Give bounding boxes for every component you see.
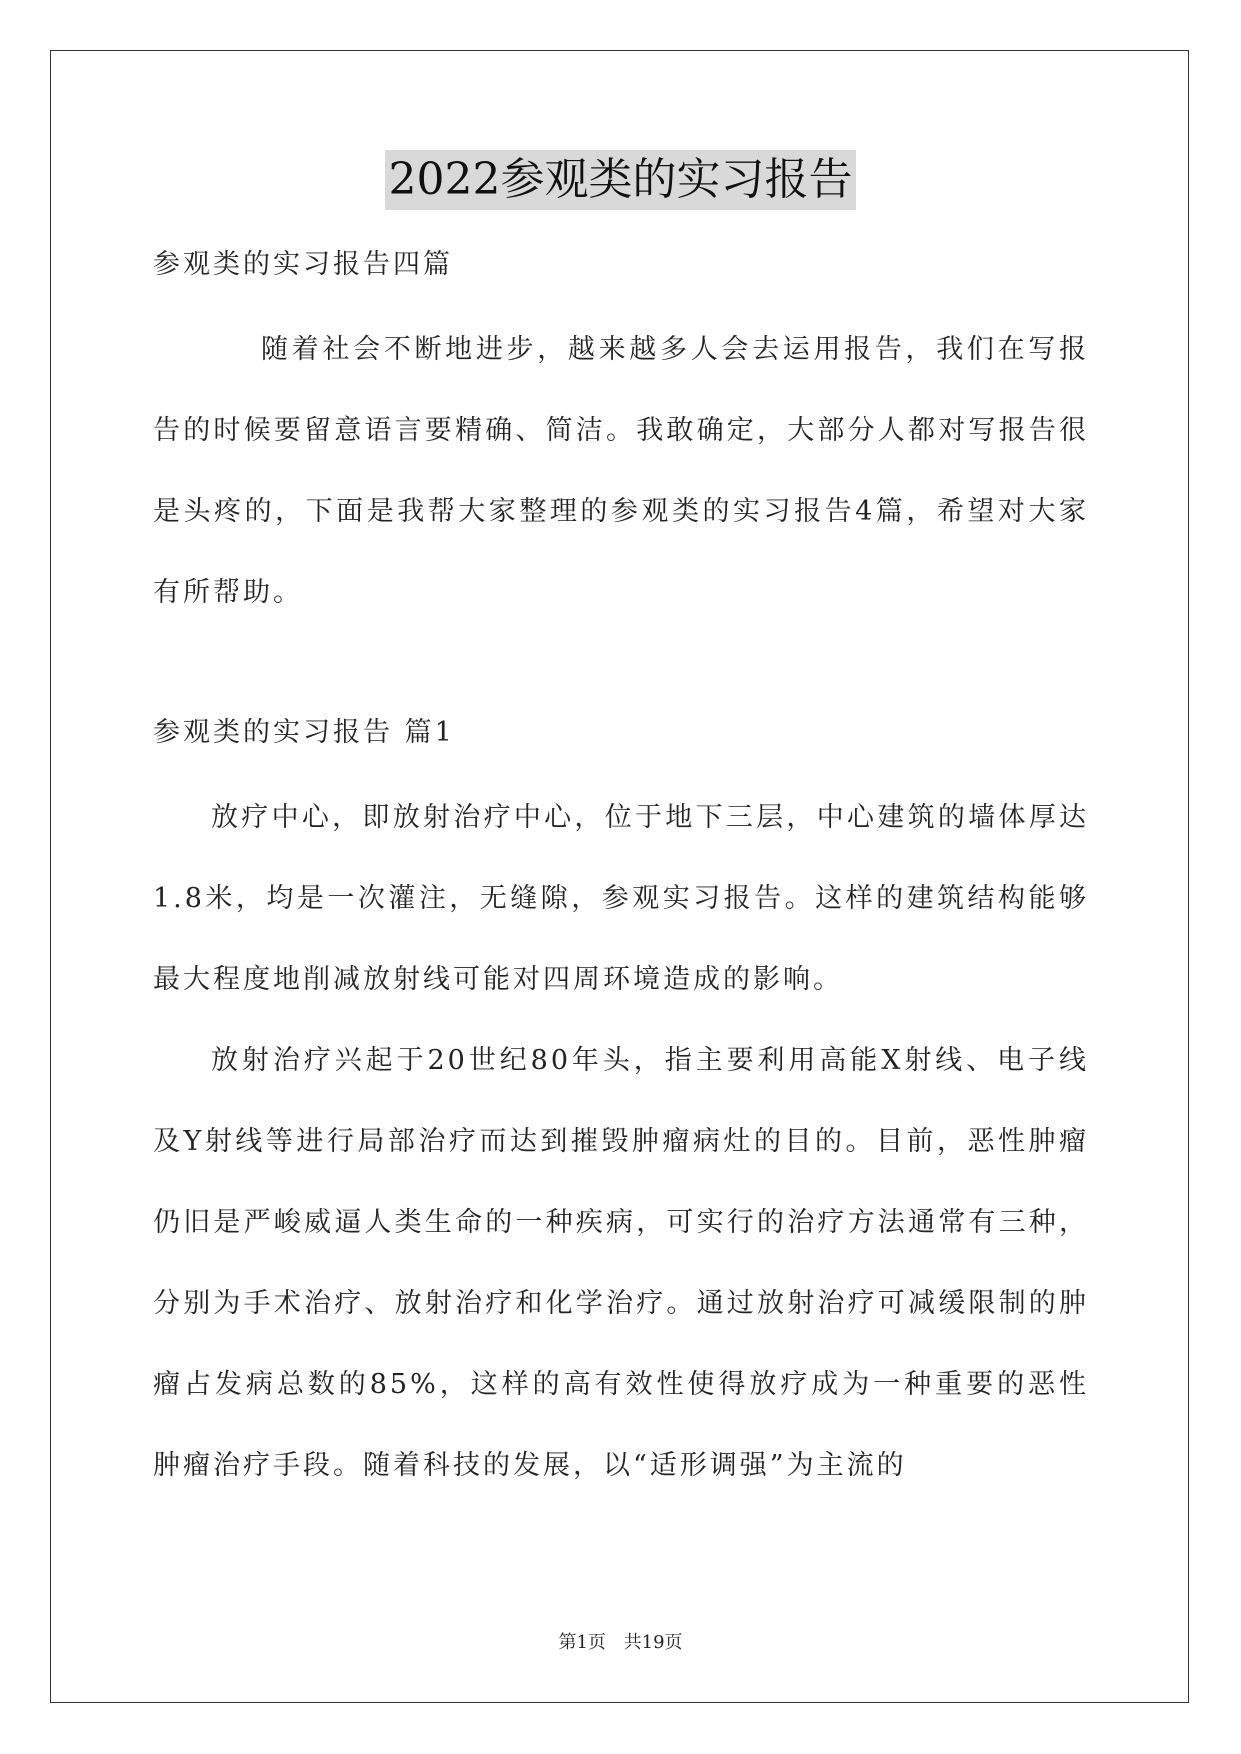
document-body <box>153 245 1089 1506</box>
section-paragraph-1: 放疗中心，即放射治疗中心，位于地下三层，中心建筑的墙体厚达1.8米，均是一次灌注，无缝隙，参观实习报告。这样的建筑结构能够最大程度地削减放射线可能对四周环境造成的影响。 <box>153 802 1089 995</box>
total-pages: 共19页 <box>623 1632 683 1653</box>
section-paragraph-2: 放射治疗兴起于20世纪80年头，指主要利用高能X射线、电子线及Y射线等进行局部治疗而达到摧毁肿瘤病灶的目的。目前，恶性肿瘤仍旧是严峻威逼人类生命的一种疾病，可实行的治疗方法通常有三种，分别为手术治疗、放射治疗和化学治疗。通过放射治疗可减缓限制的肿瘤占发病总数的85%，这样的高有效性使得放疗成为一种重要的恶性肿瘤治疗手段。随着科技的发展，以“适形调强”为主流的 <box>153 1045 1089 1481</box>
document-title: 2022参观类的实习报告 <box>385 150 857 210</box>
title-container <box>0 150 1241 210</box>
page-number: 第1页 <box>558 1632 606 1653</box>
section-heading: 参观类的实习报告 篇1 <box>153 717 455 748</box>
intro-paragraph: 随着社会不断地进步，越来越多人会去运用报告，我们在写报告的时候要留意语言要精确、简洁。我敢确定，大部分人都对写报告很是头疼的，下面是我帮大家整理的参观类的实习报告4篇，希望对大家有所帮助。 <box>153 334 1089 608</box>
document-subtitle: 参观类的实习报告四篇 <box>153 249 453 280</box>
page-footer <box>0 1628 1241 1654</box>
